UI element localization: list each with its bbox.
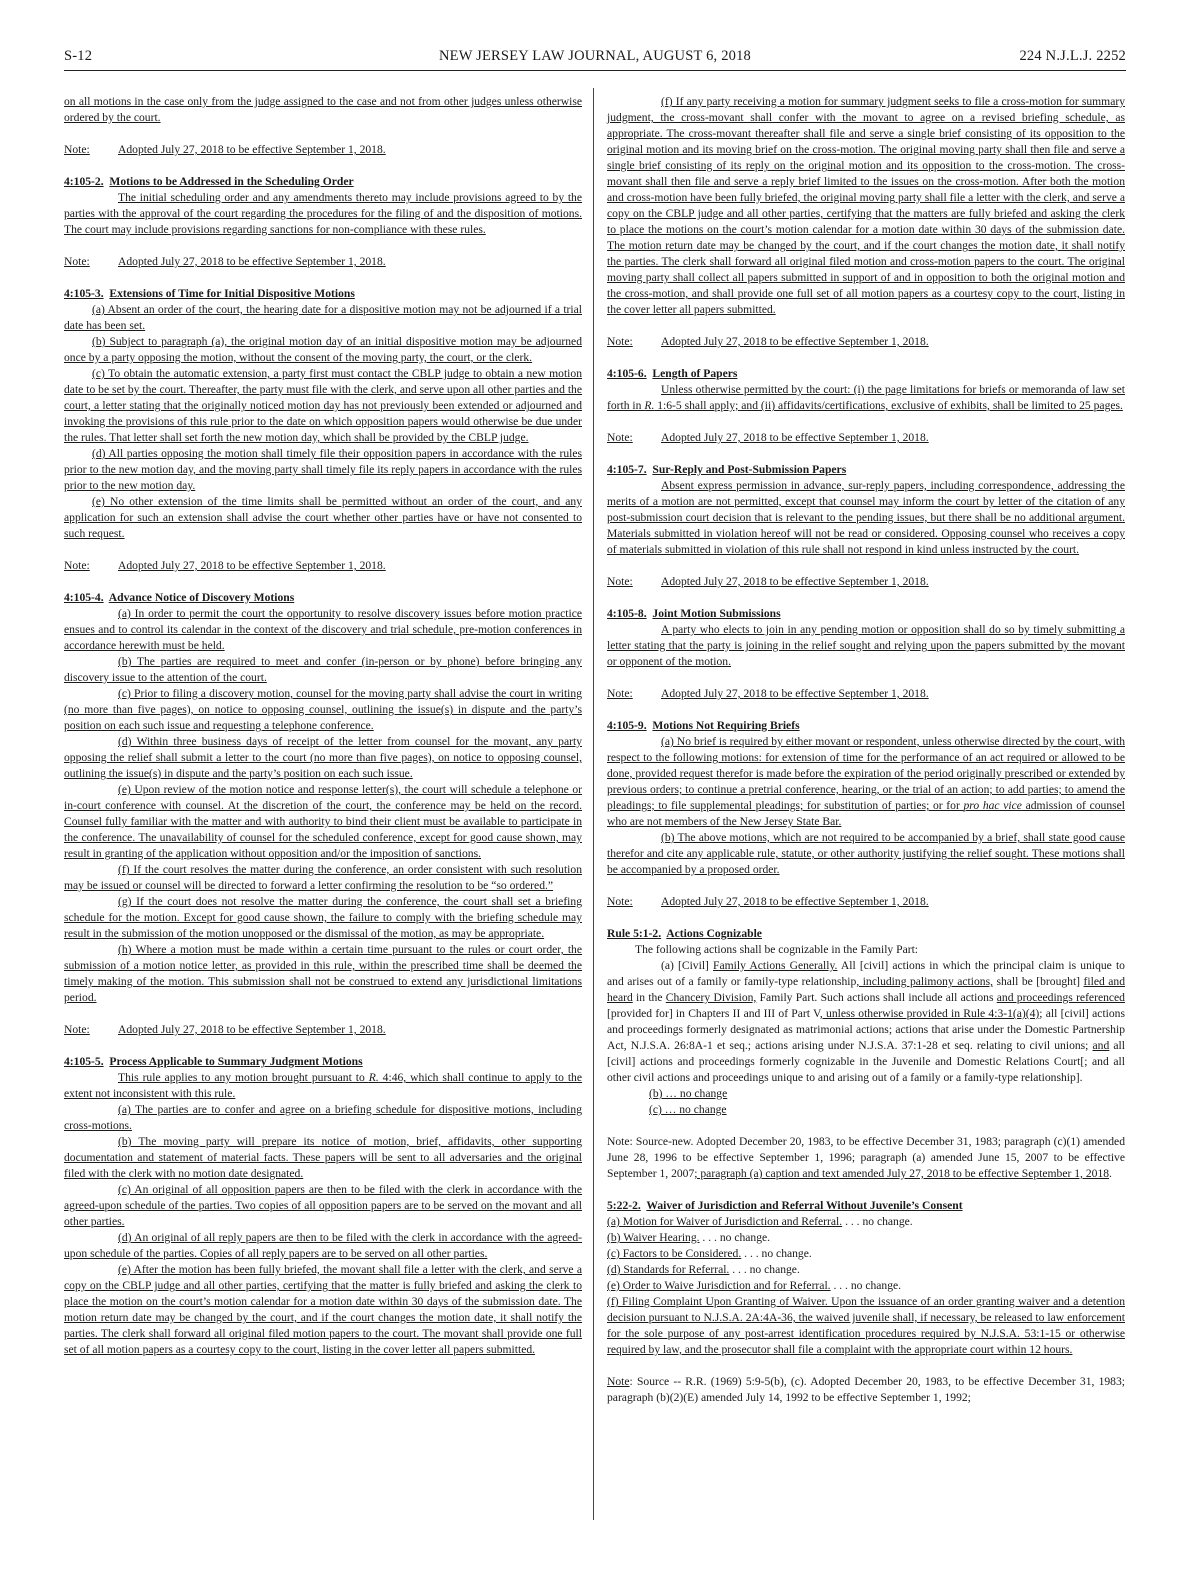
paragraph: (b) Subject to paragraph (a), the original motion day of an initial dispositive motion may be adjourned once by a party opposing the motion, without the consent of the moving party, the court, or the clerk. bbox=[64, 335, 582, 364]
paragraph: Absent express permission in advance, sur-reply papers, including correspondence, addressing the merits of a motion are not permitted, except that counsel may inform the court by letter of the citation of any post-submission court decision that is relevant to the pending issues, but there shall be no additional argument. Materials submitted in violation hereof will not be read or considered. Opposing counsel who receives a copy of materials submitted in violation of this rule shall not respond in kind unless instructed by the court. bbox=[607, 479, 1125, 556]
paragraph: (b) … no change bbox=[649, 1087, 728, 1100]
paragraph: (e) After the motion has been fully briefed, the movant shall file a letter with the clerk, and serve a copy on the CBLP judge and all other parties, certifying that the matter is fully briefed and asking the clerk to place the motion on the court’s motion calendar for a motion date within 30 days of the submission date. The motion return date may be changed by the court, and if the court changes the motion date, it shall notify the parties. The clerk shall forward all original filed motion papers to the court. The movant shall provide one full set of all motion papers as a courtesy copy to the court, listing in the cover letter all papers submitted. bbox=[64, 1263, 582, 1356]
continued-text: on all motions in the case only from the judge assigned to the case and not from other judges unless otherwise ordered by the court. bbox=[64, 95, 582, 124]
note: Note: Adopted July 27, 2018 to be effective September 1, 2018. bbox=[64, 143, 386, 156]
header-rule bbox=[64, 70, 1126, 71]
paragraph: (b) The parties are required to meet and confer (in-person or by phone) before bringing any discovery issue to the attention of the court. bbox=[64, 655, 582, 684]
note: Note: Adopted July 27, 2018 to be effective September 1, 2018. bbox=[607, 575, 929, 588]
paragraph: (f) If any party receiving a motion for summary judgment seeks to file a cross-motion for summary judgment, the cross-movant shall confer with the movant to agree on a revised briefing schedule, as appropriate. The cross-movant thereafter shall file and serve a single brief consisting of its opposition to the original motion and its moving brief on the cross-motion. The original moving party shall then file and serve a single brief consisting of its reply on the original motion and its opposition to the cross-motion. The cross-movant shall then file and serve a reply brief limited to the issues on the cross-motion. After both the motion and cross-motion have been fully briefed, the original moving party shall file a letter with the clerk, and serve a copy on the CBLP judge and all other parties, certifying that the matters are fully briefed and asking the clerk to place the motions on the court’s motion calendar for a motion date within 30 days of the submission date. The motion return date may be changed by the court, and if the court changes the motion date, it shall notify the parties. The clerk shall forward all original filed motion and cross-motion papers to the court. The original moving party shall collect all papers submitted in support of and in opposition to both the original motion and the cross-motion, and shall provide one full set of all motion papers as a courtesy copy to the court, listing in the cover letter all papers submitted. bbox=[607, 95, 1125, 316]
paragraph: (a) No brief is required by either movant or respondent, unless otherwise directed by the court, with respect to the following motions: for extension of time for the performance of an act required or allowed to be done, provided request therefor is made before the expiration of the period originally prescribed or extended by previous orders; to continue a pretrial conference, hearing, or the trial of an action; to add parties; to amend the pleadings; to file supplemental pleadings; for substitution of parties; or for pro hac vice admission of counsel who are not members of the New Jersey State Bar. bbox=[607, 735, 1125, 828]
paragraph: (a) Motion for Waiver of Jurisdiction and Referral. . . . no change. bbox=[607, 1215, 913, 1228]
paragraph: (d) Within three business days of receipt of the letter from counsel for the movant, any party opposing the relief shall submit a letter to the court (no more than five pages), on notice to opposing counsel, outlining the issue(s) in dispute and the party’s position on each such issue. bbox=[64, 735, 582, 780]
section-heading: 4:105-9. Motions Not Requiring Briefs bbox=[607, 719, 800, 732]
section-heading: 4:105-4. Advance Notice of Discovery Motions bbox=[64, 591, 295, 604]
paragraph: Unless otherwise permitted by the court: (i) the page limitations for briefs or memoranda of law set forth in R. 1:6-5 shall apply; and (ii) affidavits/certifications, exclusive of exhibits, shall be limited to 25 pages. bbox=[607, 383, 1125, 412]
section-body: The initial scheduling order and any amendments thereto may include provisions agreed to by the parties with the approval of the court regarding the procedures for the filing of and the disposition of motions. The court may include provisions regarding sanctions for non-compliance with these rules. bbox=[64, 191, 582, 236]
page-header bbox=[64, 48, 1126, 70]
section-heading: 4:105-2. Motions to be Addressed in the Scheduling Order bbox=[64, 175, 354, 188]
paragraph: This rule applies to any motion brought pursuant to R. 4:46, which shall continue to apply to the extent not inconsistent with this rule. bbox=[64, 1071, 583, 1100]
right-column bbox=[607, 94, 1125, 1406]
note: Note: Adopted July 27, 2018 to be effective September 1, 2018. bbox=[64, 1023, 386, 1036]
note: Note: Adopted July 27, 2018 to be effective September 1, 2018. bbox=[607, 687, 929, 700]
note: Note: Adopted July 27, 2018 to be effective September 1, 2018. bbox=[607, 895, 929, 908]
paragraph: (c) Factors to be Considered. . . . no change. bbox=[607, 1247, 812, 1260]
publication-title: NEW JERSEY LAW JOURNAL, AUGUST 6, 2018 bbox=[438, 48, 752, 64]
citation: 224 N.J.L.J. 2252 bbox=[1019, 48, 1126, 64]
paragraph: (f) If the court resolves the matter during the conference, an order consistent with such resolution may be issued or counsel will be directed to forward a letter confirming the resolution to be “so ordered.” bbox=[64, 863, 582, 892]
section-heading: 4:105-6. Length of Papers bbox=[607, 367, 738, 380]
paragraph: (a) In order to permit the court the opportunity to resolve discovery issues before motion practice ensues and to control its calendar in the context of the discovery and trial schedule, pre-motion conferences in accordance herewith must be held. bbox=[64, 607, 582, 652]
paragraph: A party who elects to join in any pending motion or opposition shall do so by timely submitting a letter stating that the party is joining in the relief sought and relying upon the papers submitted by the movant or opponent of the motion. bbox=[607, 623, 1125, 668]
paragraph: (a) Absent an order of the court, the hearing date for a dispositive motion may not be adjourned if a trial date has been set. bbox=[64, 303, 582, 332]
note: Note: Source -- R.R. (1969) 5:9-5(b), (c). Adopted December 20, 1983, to be effective December 31, 1983; paragraph (b)(2)(E) amended July 14, 1992 to be effective September 1, 1992; bbox=[607, 1375, 1125, 1404]
section-heading: 4:105-7. Sur-Reply and Post-Submission Papers bbox=[607, 463, 847, 476]
paragraph: (c) To obtain the automatic extension, a party first must contact the CBLP judge to obtain a new motion date to be set by the court. Thereafter, the party must file with the clerk, and serve upon all other parties and the court, a letter stating that the originally noticed motion day has not previously been extended or adjourned and invoking the provisions of this rule prior to the date on which opposition papers would otherwise be due under the rules. That letter shall set forth the new motion day, which shall be provided by the CBLP judge. bbox=[64, 367, 582, 444]
note: Note: Source-new. Adopted December 20, 1983, to be effective December 31, 1983; paragraph (c)(1) amended June 28, 1996 to be effective September 1, 1996; paragraph (a) amended June 15, 2007 to be effective September 1, 2007; paragraph (a) caption and text amended July 27, 2018 to be effective September 1, 2018. bbox=[607, 1135, 1125, 1180]
note: Note: Adopted July 27, 2018 to be effective September 1, 2018. bbox=[64, 255, 386, 268]
column-divider bbox=[593, 88, 594, 1520]
paragraph: (a) The parties are to confer and agree on a briefing schedule for dispositive motions, including cross-motions. bbox=[64, 1103, 582, 1132]
paragraph: (b) Waiver Hearing. . . . no change. bbox=[607, 1231, 771, 1244]
note: Note: Adopted July 27, 2018 to be effective September 1, 2018. bbox=[64, 559, 386, 572]
page-number: S-12 bbox=[64, 48, 93, 64]
paragraph: (e) Upon review of the motion notice and response letter(s), the court will schedule a telephone or in-court conference with counsel. At the discretion of the court, the conference may be held on the record. Counsel fully familiar with the matter and with authority to bind their client must be available to participate in the conference. The unavailability of counsel for the scheduled conference, except for good cause shown, may result in granting of the application without opposition and/or the imposition of sanctions. bbox=[64, 783, 582, 860]
paragraph: (e) Order to Waive Jurisdiction and for Referral. . . . no change. bbox=[607, 1279, 902, 1292]
paragraph: (f) Filing Complaint Upon Granting of Waiver. Upon the issuance of an order granting waiver and a detention decision pursuant to N.J.S.A. 2A:4A-36, the waived juvenile shall, if necessary, be released to law enforcement for the sole purpose of any post-arrest identification procedures required by N.J.S.A. 53:1-15 or otherwise required by law, and the prosecutor shall file a complaint with the appropriate court within 12 hours. bbox=[607, 1295, 1125, 1356]
paragraph: (c) … no change bbox=[649, 1103, 727, 1116]
paragraph: (c) Prior to filing a discovery motion, counsel for the moving party shall advise the court in writing (no more than five pages), on notice to opposing counsel, outlining the issue(s) in dispute and the party’s position on each such issue and requesting a telephone conference. bbox=[64, 687, 582, 732]
paragraph: (a) [Civil] Family Actions Generally. All [civil] actions in which the principal claim is unique to and arises out of a family or family-type relationship, including palimony actions, shall be [brought] filed and heard in the Chancery Division, Family Part. Such actions shall include all actions and proceedings referenced [provided for] in Chapters II and III of Part V, unless otherwise provided in Rule 4:3-1(a)(4); all [civil] actions and proceedings formerly designated as matrimonial actions; actions that arise under the Domestic Partnership Act, N.J.S.A. 26:8A-1 et seq.; actions arising under N.J.S.A. 37:1-28 et seq. relating to civil unions; and all [civil] actions and proceedings formerly cognizable in the Juvenile and Domestic Relations Court[; and all other civil actions and proceedings unique to and arising out of a family or a family-type relationship]. bbox=[607, 959, 1125, 1084]
left-column bbox=[64, 94, 582, 1358]
paragraph: (c) An original of all opposition papers are then to be filed with the clerk in accordance with the agreed-upon schedule of the parties. Two copies of all opposition papers are to be served on the movant and all other parties. bbox=[64, 1183, 582, 1228]
section-heading: 5:22-2. Waiver of Jurisdiction and Referral Without Juvenile’s Consent bbox=[607, 1199, 963, 1212]
paragraph: (e) No other extension of the time limits shall be permitted without an order of the court, and any application for such an extension shall advise the court whether other parties have or have not consented to such request. bbox=[64, 495, 582, 540]
note: Note: Adopted July 27, 2018 to be effective September 1, 2018. bbox=[607, 431, 929, 444]
paragraph: (g) If the court does not resolve the matter during the conference, the court shall set a briefing schedule for the motion. Except for good cause shown, the failure to comply with the briefing schedule may result in the submission of the motion unopposed or the dismissal of the motion, as may be appropriate. bbox=[64, 895, 582, 940]
paragraph: (h) Where a motion must be made within a certain time pursuant to the rules or court order, the submission of a motion notice letter, as provided in this rule, within the prescribed time shall be deemed the timely making of the motion. This submission shall not be construed to extend any jurisdictional limitations period. bbox=[64, 943, 582, 1004]
paragraph: (d) All parties opposing the motion shall timely file their opposition papers in accordance with the rules prior to the new motion day, and the moving party shall timely file its reply papers in accordance with the rules prior to the new motion day. bbox=[64, 447, 582, 492]
paragraph: (b) The moving party will prepare its notice of motion, brief, affidavits, other supporting documentation and statement of material facts. These papers will be sent to all adversaries and the original filed with the clerk with no motion date designated. bbox=[64, 1135, 582, 1180]
section-heading: 4:105-8. Joint Motion Submissions bbox=[607, 607, 781, 620]
section-heading: 4:105-3. Extensions of Time for Initial Dispositive Motions bbox=[64, 287, 355, 300]
section-heading: 4:105-5. Process Applicable to Summary Judgment Motions bbox=[64, 1055, 363, 1068]
paragraph: (d) An original of all reply papers are then to be filed with the clerk in accordance with the agreed-upon schedule of the parties. Copies of all reply papers are to be served on all other parties. bbox=[64, 1231, 582, 1260]
note: Note: Adopted July 27, 2018 to be effective September 1, 2018. bbox=[607, 335, 929, 348]
paragraph: (b) The above motions, which are not required to be accompanied by a brief, shall state good cause therefor and cite any applicable rule, statute, or other authority justifying the relief sought. These motions shall be accompanied by a proposed order. bbox=[607, 831, 1125, 876]
paragraph: The following actions shall be cognizable in the Family Part: bbox=[635, 943, 919, 956]
paragraph: (d) Standards for Referral. . . . no change. bbox=[607, 1263, 800, 1276]
section-heading: Rule 5:1-2. Actions Cognizable bbox=[607, 927, 762, 940]
